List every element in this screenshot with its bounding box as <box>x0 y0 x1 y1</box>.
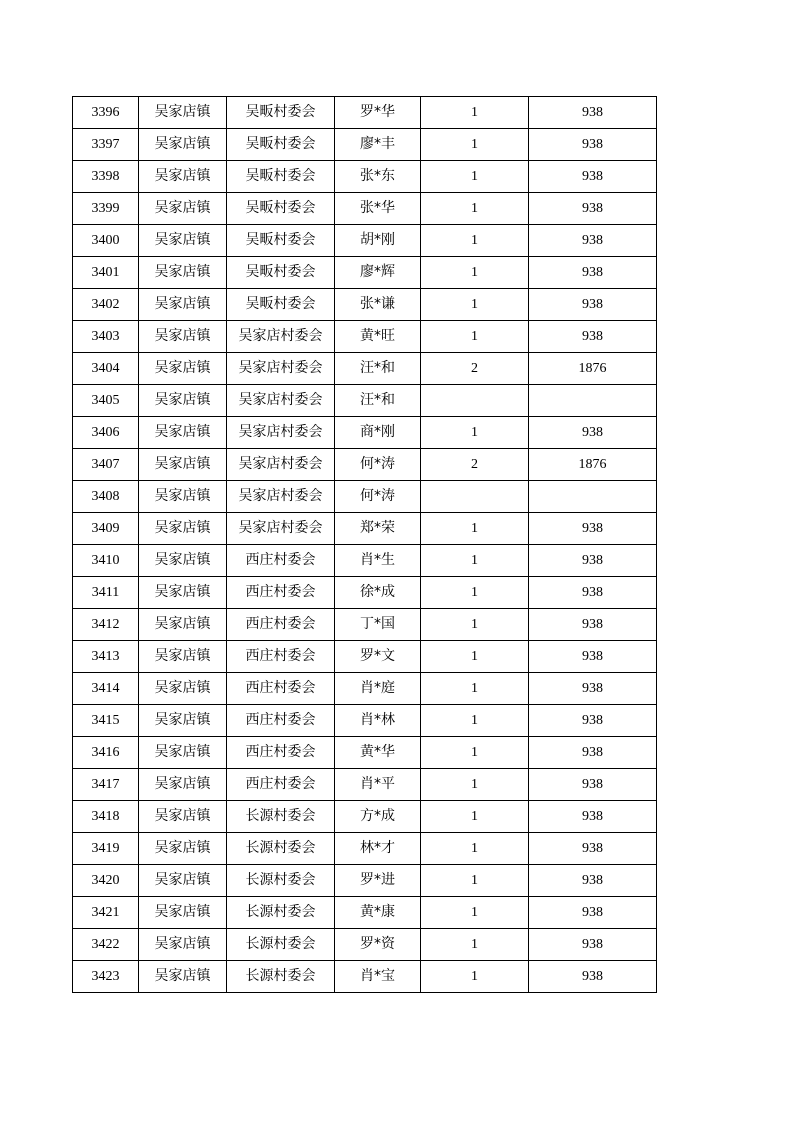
village-cell: 西庄村委会 <box>227 641 335 673</box>
village-cell: 吴畈村委会 <box>227 225 335 257</box>
amount-cell: 938 <box>529 641 657 673</box>
count-cell: 1 <box>421 609 529 641</box>
name-cell: 胡*刚 <box>335 225 421 257</box>
table-row <box>73 161 657 193</box>
town-cell: 吴家店镇 <box>139 161 227 193</box>
village-cell: 长源村委会 <box>227 865 335 897</box>
count-cell: 1 <box>421 225 529 257</box>
village-cell: 西庄村委会 <box>227 673 335 705</box>
village-cell: 吴家店村委会 <box>227 481 335 513</box>
town-cell: 吴家店镇 <box>139 673 227 705</box>
count-cell: 1 <box>421 897 529 929</box>
town-cell: 吴家店镇 <box>139 129 227 161</box>
name-cell: 徐*成 <box>335 577 421 609</box>
town-cell: 吴家店镇 <box>139 961 227 993</box>
table-row <box>73 833 657 865</box>
row-id-cell: 3416 <box>73 737 139 769</box>
row-id-cell: 3405 <box>73 385 139 417</box>
town-cell: 吴家店镇 <box>139 705 227 737</box>
village-cell: 吴畈村委会 <box>227 161 335 193</box>
name-cell: 丁*国 <box>335 609 421 641</box>
table-row <box>73 353 657 385</box>
town-cell: 吴家店镇 <box>139 193 227 225</box>
amount-cell: 938 <box>529 513 657 545</box>
village-cell: 西庄村委会 <box>227 705 335 737</box>
table-row <box>73 257 657 289</box>
table-row <box>73 321 657 353</box>
village-cell: 吴家店村委会 <box>227 513 335 545</box>
village-cell: 吴畈村委会 <box>227 97 335 129</box>
row-id-cell: 3399 <box>73 193 139 225</box>
data-table <box>72 96 657 993</box>
count-cell: 1 <box>421 737 529 769</box>
row-id-cell: 3403 <box>73 321 139 353</box>
town-cell: 吴家店镇 <box>139 577 227 609</box>
town-cell: 吴家店镇 <box>139 737 227 769</box>
table-row <box>73 641 657 673</box>
name-cell: 廖*丰 <box>335 129 421 161</box>
table-row <box>73 449 657 481</box>
name-cell: 肖*生 <box>335 545 421 577</box>
table-row <box>73 225 657 257</box>
name-cell: 方*成 <box>335 801 421 833</box>
name-cell: 汪*和 <box>335 385 421 417</box>
name-cell: 张*东 <box>335 161 421 193</box>
count-cell: 1 <box>421 161 529 193</box>
name-cell: 何*涛 <box>335 481 421 513</box>
village-cell: 长源村委会 <box>227 929 335 961</box>
row-id-cell: 3418 <box>73 801 139 833</box>
name-cell: 罗*华 <box>335 97 421 129</box>
count-cell: 1 <box>421 513 529 545</box>
village-cell: 吴家店村委会 <box>227 449 335 481</box>
town-cell: 吴家店镇 <box>139 769 227 801</box>
table-row <box>73 513 657 545</box>
town-cell: 吴家店镇 <box>139 353 227 385</box>
amount-cell: 938 <box>529 865 657 897</box>
row-id-cell: 3408 <box>73 481 139 513</box>
table-row <box>73 737 657 769</box>
table-row <box>73 385 657 417</box>
count-cell: 1 <box>421 97 529 129</box>
row-id-cell: 3421 <box>73 897 139 929</box>
amount-cell: 938 <box>529 225 657 257</box>
table-row <box>73 289 657 321</box>
name-cell: 何*涛 <box>335 449 421 481</box>
amount-cell: 938 <box>529 417 657 449</box>
amount-cell: 938 <box>529 289 657 321</box>
village-cell: 吴家店村委会 <box>227 353 335 385</box>
row-id-cell: 3420 <box>73 865 139 897</box>
amount-cell: 938 <box>529 161 657 193</box>
town-cell: 吴家店镇 <box>139 481 227 513</box>
table-row <box>73 545 657 577</box>
count-cell: 1 <box>421 961 529 993</box>
table-row <box>73 481 657 513</box>
count-cell: 1 <box>421 801 529 833</box>
row-id-cell: 3419 <box>73 833 139 865</box>
amount-cell: 1876 <box>529 449 657 481</box>
table-row <box>73 609 657 641</box>
name-cell: 张*谦 <box>335 289 421 321</box>
name-cell: 黄*旺 <box>335 321 421 353</box>
amount-cell: 938 <box>529 833 657 865</box>
table-row <box>73 769 657 801</box>
name-cell: 肖*林 <box>335 705 421 737</box>
row-id-cell: 3415 <box>73 705 139 737</box>
table-row <box>73 673 657 705</box>
amount-cell: 938 <box>529 321 657 353</box>
village-cell: 吴畈村委会 <box>227 257 335 289</box>
town-cell: 吴家店镇 <box>139 289 227 321</box>
row-id-cell: 3407 <box>73 449 139 481</box>
row-id-cell: 3397 <box>73 129 139 161</box>
count-cell: 1 <box>421 321 529 353</box>
name-cell: 汪*和 <box>335 353 421 385</box>
village-cell: 吴畈村委会 <box>227 129 335 161</box>
town-cell: 吴家店镇 <box>139 225 227 257</box>
count-cell <box>421 481 529 513</box>
count-cell: 1 <box>421 769 529 801</box>
town-cell: 吴家店镇 <box>139 257 227 289</box>
table-row <box>73 97 657 129</box>
name-cell: 罗*文 <box>335 641 421 673</box>
amount-cell: 938 <box>529 97 657 129</box>
count-cell: 2 <box>421 353 529 385</box>
amount-cell: 938 <box>529 673 657 705</box>
village-cell: 西庄村委会 <box>227 577 335 609</box>
row-id-cell: 3414 <box>73 673 139 705</box>
count-cell: 1 <box>421 577 529 609</box>
table-row <box>73 705 657 737</box>
village-cell: 西庄村委会 <box>227 545 335 577</box>
amount-cell: 938 <box>529 257 657 289</box>
row-id-cell: 3417 <box>73 769 139 801</box>
amount-cell: 938 <box>529 961 657 993</box>
village-cell: 长源村委会 <box>227 801 335 833</box>
amount-cell: 938 <box>529 737 657 769</box>
row-id-cell: 3404 <box>73 353 139 385</box>
village-cell: 吴家店村委会 <box>227 385 335 417</box>
town-cell: 吴家店镇 <box>139 865 227 897</box>
village-cell: 吴家店村委会 <box>227 321 335 353</box>
table-row <box>73 961 657 993</box>
amount-cell: 938 <box>529 193 657 225</box>
name-cell: 肖*宝 <box>335 961 421 993</box>
name-cell: 林*才 <box>335 833 421 865</box>
village-cell: 长源村委会 <box>227 961 335 993</box>
count-cell: 1 <box>421 833 529 865</box>
village-cell: 吴畈村委会 <box>227 193 335 225</box>
village-cell: 吴畈村委会 <box>227 289 335 321</box>
name-cell: 肖*平 <box>335 769 421 801</box>
count-cell: 1 <box>421 257 529 289</box>
amount-cell: 938 <box>529 801 657 833</box>
row-id-cell: 3406 <box>73 417 139 449</box>
town-cell: 吴家店镇 <box>139 545 227 577</box>
row-id-cell: 3423 <box>73 961 139 993</box>
amount-cell <box>529 385 657 417</box>
town-cell: 吴家店镇 <box>139 417 227 449</box>
village-cell: 长源村委会 <box>227 897 335 929</box>
table-row <box>73 577 657 609</box>
count-cell: 1 <box>421 705 529 737</box>
count-cell: 1 <box>421 673 529 705</box>
count-cell <box>421 385 529 417</box>
row-id-cell: 3412 <box>73 609 139 641</box>
amount-cell: 938 <box>529 609 657 641</box>
town-cell: 吴家店镇 <box>139 929 227 961</box>
town-cell: 吴家店镇 <box>139 321 227 353</box>
count-cell: 1 <box>421 193 529 225</box>
table-row <box>73 801 657 833</box>
town-cell: 吴家店镇 <box>139 513 227 545</box>
count-cell: 1 <box>421 545 529 577</box>
count-cell: 1 <box>421 129 529 161</box>
table-row <box>73 417 657 449</box>
amount-cell: 938 <box>529 129 657 161</box>
town-cell: 吴家店镇 <box>139 801 227 833</box>
table-row <box>73 865 657 897</box>
row-id-cell: 3410 <box>73 545 139 577</box>
count-cell: 1 <box>421 641 529 673</box>
count-cell: 1 <box>421 289 529 321</box>
village-cell: 长源村委会 <box>227 833 335 865</box>
row-id-cell: 3409 <box>73 513 139 545</box>
town-cell: 吴家店镇 <box>139 897 227 929</box>
amount-cell: 938 <box>529 929 657 961</box>
town-cell: 吴家店镇 <box>139 641 227 673</box>
table-row <box>73 193 657 225</box>
row-id-cell: 3422 <box>73 929 139 961</box>
table-row <box>73 897 657 929</box>
name-cell: 肖*庭 <box>335 673 421 705</box>
town-cell: 吴家店镇 <box>139 385 227 417</box>
amount-cell: 938 <box>529 545 657 577</box>
amount-cell: 938 <box>529 577 657 609</box>
row-id-cell: 3398 <box>73 161 139 193</box>
row-id-cell: 3396 <box>73 97 139 129</box>
town-cell: 吴家店镇 <box>139 833 227 865</box>
name-cell: 张*华 <box>335 193 421 225</box>
count-cell: 1 <box>421 929 529 961</box>
table-body <box>73 97 657 993</box>
village-cell: 西庄村委会 <box>227 769 335 801</box>
table-row <box>73 129 657 161</box>
name-cell: 商*刚 <box>335 417 421 449</box>
row-id-cell: 3400 <box>73 225 139 257</box>
name-cell: 黄*康 <box>335 897 421 929</box>
amount-cell: 938 <box>529 705 657 737</box>
row-id-cell: 3411 <box>73 577 139 609</box>
name-cell: 黄*华 <box>335 737 421 769</box>
row-id-cell: 3401 <box>73 257 139 289</box>
amount-cell: 938 <box>529 897 657 929</box>
village-cell: 西庄村委会 <box>227 609 335 641</box>
name-cell: 罗*进 <box>335 865 421 897</box>
name-cell: 郑*荣 <box>335 513 421 545</box>
name-cell: 罗*资 <box>335 929 421 961</box>
amount-cell: 938 <box>529 769 657 801</box>
amount-cell: 1876 <box>529 353 657 385</box>
row-id-cell: 3413 <box>73 641 139 673</box>
name-cell: 廖*辉 <box>335 257 421 289</box>
town-cell: 吴家店镇 <box>139 97 227 129</box>
village-cell: 吴家店村委会 <box>227 417 335 449</box>
count-cell: 1 <box>421 417 529 449</box>
town-cell: 吴家店镇 <box>139 609 227 641</box>
table-row <box>73 929 657 961</box>
count-cell: 2 <box>421 449 529 481</box>
amount-cell <box>529 481 657 513</box>
village-cell: 西庄村委会 <box>227 737 335 769</box>
count-cell: 1 <box>421 865 529 897</box>
row-id-cell: 3402 <box>73 289 139 321</box>
town-cell: 吴家店镇 <box>139 449 227 481</box>
